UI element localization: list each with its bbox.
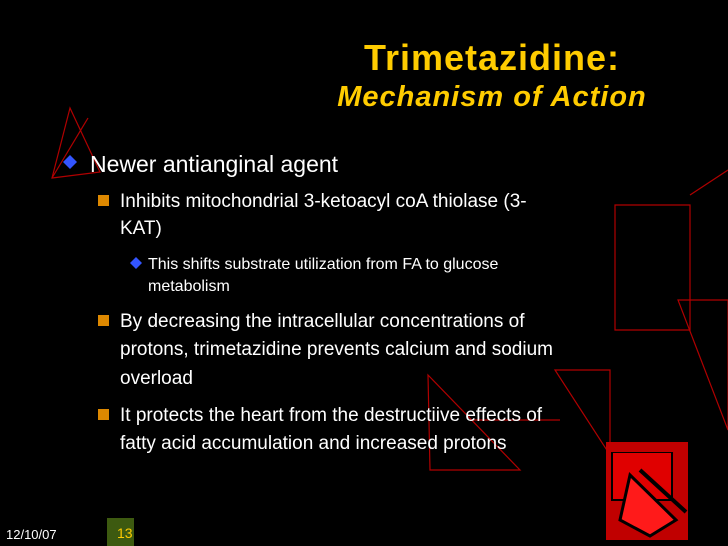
bullet-level3-text-line: metabolism xyxy=(148,278,230,295)
deco-red-logo xyxy=(606,442,688,540)
bullet-level1-text: Newer antianginal agent xyxy=(90,151,339,177)
diamond-bullet-icon xyxy=(130,257,142,269)
deco-rect-right xyxy=(615,205,690,330)
diamond-bullet-icon xyxy=(62,154,78,170)
title-area xyxy=(262,36,722,114)
bullet-level2-text-line: By decreasing the intracellular concentrations of xyxy=(120,311,525,332)
bullet-level2-text-line: KAT) xyxy=(120,218,162,239)
square-bullet-icon xyxy=(98,195,109,206)
slide-subtitle: Mechanism of Action xyxy=(337,81,647,113)
bullet-level2-text-line: Inhibits mitochondrial 3-ketoacyl coA thiolase (3- xyxy=(120,191,527,212)
footer-date: 12/10/07 xyxy=(6,527,57,542)
bullet-level3-text-line: This shifts substrate utilization from FA to glucose xyxy=(148,256,499,273)
bullet-level2-text-line: protons, trimetazidine prevents calcium and sodium xyxy=(120,339,553,360)
page-number-box xyxy=(107,518,134,546)
page-number: 13 xyxy=(117,525,133,541)
deco-triangle-mid xyxy=(555,370,610,455)
bullet-level2-text-line: It protects the heart from the destructiive effects of xyxy=(120,405,543,426)
deco-triangle-right xyxy=(678,300,728,430)
slide-title: Trimetazidine: xyxy=(363,37,621,78)
square-bullet-icon xyxy=(98,315,109,326)
deco-line-right-top xyxy=(690,170,728,195)
square-bullet-icon xyxy=(98,409,109,420)
bullet-level2-text-line: overload xyxy=(120,368,193,389)
bullet-level2-text-line: fatty acid accumulation and increased protons xyxy=(120,433,507,454)
